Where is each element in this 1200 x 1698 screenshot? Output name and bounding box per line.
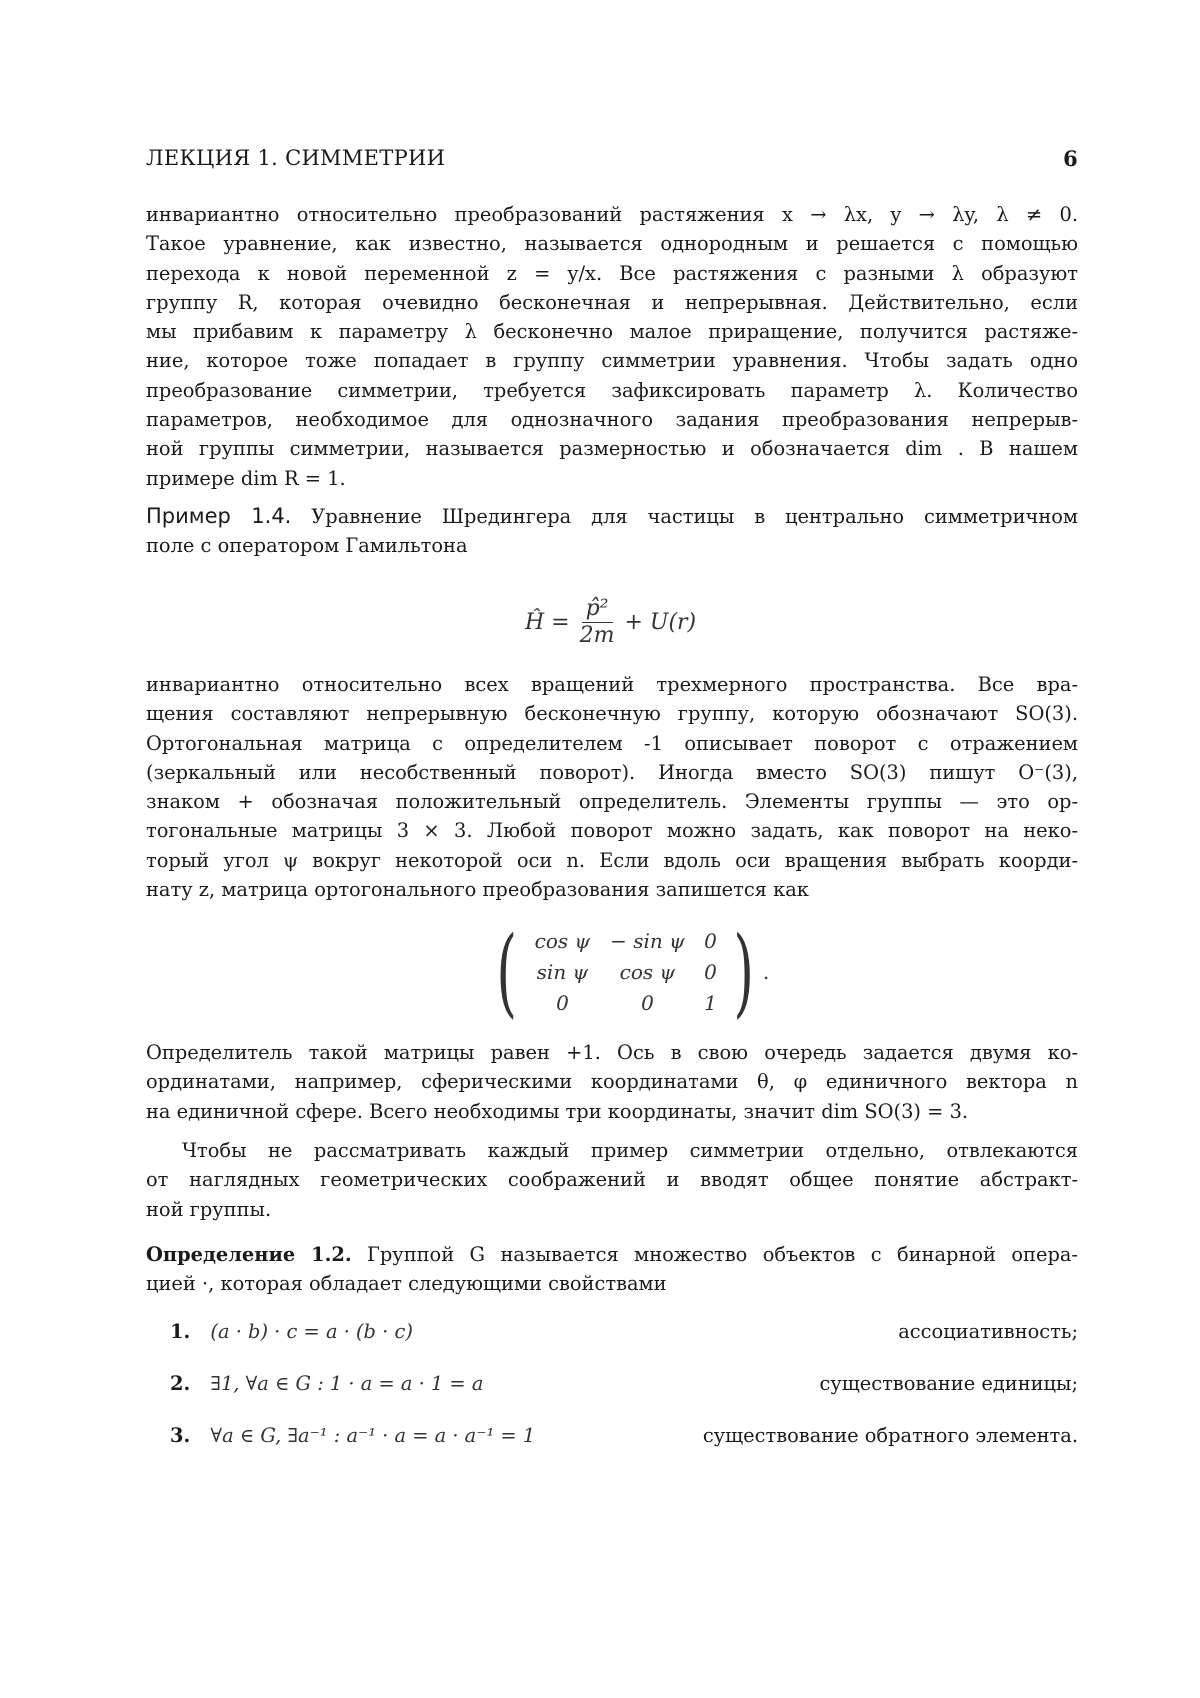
chapter-title: ЛЕКЦИЯ 1. СИММЕТРИИ: [146, 146, 446, 170]
property-number: 3.: [170, 1424, 191, 1447]
text-line: от наглядных геометрических соображений и вводят общее понятие абстракт-: [146, 1168, 1078, 1192]
text-line: знаком + обозначая положительный определитель. Элементы группы — это ор-: [146, 790, 1078, 814]
right-paren: ): [733, 916, 755, 1028]
hamiltonian-lhs: Ĥ =: [525, 610, 570, 635]
matrix-cell: sin ψ: [536, 959, 589, 984]
property-name: существование обратного элемента.: [702, 1424, 1078, 1447]
left-paren: (: [496, 916, 518, 1028]
text-line: Ортогональная матрица с определителем -1 описывает поворот с отражением: [146, 731, 1078, 755]
definition-label: Определение 1.2.: [146, 1243, 352, 1266]
matrix-period: .: [762, 960, 770, 984]
kinetic-fraction: [576, 596, 619, 649]
definition-1-2: [146, 1240, 1078, 1299]
running-head: [146, 146, 1078, 170]
example-label: Пример 1.4.: [146, 504, 292, 528]
example-text-2: поле с оператором Гамильтона: [146, 534, 468, 558]
matrix-cell: 0: [704, 928, 717, 953]
paragraph-abstraction: [146, 1136, 1078, 1224]
text-line: перехода к новой переменной z = y/x. Все растяжения с разными λ образуют: [146, 261, 1078, 285]
matrix-grid: [525, 927, 725, 1018]
property-name: существование единицы;: [819, 1372, 1078, 1395]
text-line: Чтобы не рассматривать каждый пример симметрии отдельно, отвлекаются: [182, 1139, 1078, 1162]
matrix-cell: cos ψ: [619, 959, 676, 984]
example-1-4: [146, 502, 1078, 561]
definition-text: Группой G называется множество объектов с бинарной опера-: [367, 1243, 1078, 1266]
hamiltonian-equation: [525, 596, 696, 649]
text-line: ние, которое тоже попадает в группу симметрии уравнения. Чтобы задать одно: [146, 349, 1078, 373]
matrix-cell: 0: [556, 990, 569, 1015]
text-line: инвариантно относительно всех вращений трехмерного пространства. Все вра-: [146, 673, 1078, 696]
paragraph-rotations: [146, 670, 1078, 904]
matrix-cell: 1: [704, 990, 717, 1015]
property-formula: ∃1, ∀a ∈ G : 1 · a = a · 1 = a: [210, 1372, 484, 1395]
page-number: 6: [1063, 146, 1078, 171]
text-line: примере dim R = 1.: [146, 466, 346, 490]
property-number: 1.: [170, 1320, 191, 1343]
property-formula: ∀a ∈ G, ∃a⁻¹ : a⁻¹ · a = a · a⁻¹ = 1: [210, 1424, 536, 1447]
paragraph-determinant: [146, 1038, 1078, 1126]
matrix-cell: 0: [641, 990, 654, 1015]
paragraph-dilations: [146, 200, 1078, 493]
text-line: преобразование симметрии, требуется зафиксировать параметр λ. Количество: [146, 378, 1078, 402]
text-line: на единичной сфере. Всего необходимы три координаты, значит dim SO(3) = 3.: [146, 1099, 969, 1123]
text-line: параметров, необходимое для однозначного задания преобразования непрерыв-: [146, 408, 1078, 432]
property-item: [170, 1320, 1078, 1350]
fraction-denominator: 2m: [579, 623, 615, 648]
text-line: ординатами, например, сферическими координатами θ, φ единичного вектора n: [146, 1070, 1078, 1094]
text-line: щения составляют непрерывную бесконечную группу, которую обозначают SO(3).: [146, 702, 1078, 726]
text-line: ной группы симметрии, называется размерностью и обозначается dim . В нашем: [146, 437, 1078, 461]
text-line: тогональные матрицы 3 × 3. Любой поворот можно задать, как поворот на неко-: [146, 819, 1078, 843]
property-formula: (a · b) · c = a · (b · c): [210, 1320, 413, 1343]
property-name: ассоциативность;: [898, 1320, 1078, 1343]
property-number: 2.: [170, 1372, 191, 1395]
definition-text-2: цией ·, которая обладает следующими свойствами: [146, 1272, 667, 1296]
text-line: (зеркальный или несобственный поворот). Иногда вместо SO(3) пишут O⁻(3),: [146, 760, 1078, 784]
text-line: мы прибавим к параметру λ бесконечно малое приращение, получится растяже-: [146, 320, 1078, 344]
hamiltonian-rhs: + U(r): [624, 610, 697, 635]
matrix-cell: − sin ψ: [610, 928, 685, 953]
text-line: Определитель такой матрицы равен +1. Ось в свою очередь задается двумя ко-: [146, 1041, 1078, 1064]
example-text: Уравнение Шредингера для частицы в центрально симметричном: [311, 505, 1079, 528]
fraction-numerator: p̂²: [582, 596, 613, 623]
text-line: инвариантно относительно преобразований растяжения x → λx, y → λy, λ ≠ 0.: [146, 203, 1078, 226]
matrix-cell: cos ψ: [534, 928, 591, 953]
text-line: нату z, матрица ортогонального преобразования запишется как: [146, 878, 809, 902]
property-item: [170, 1372, 1078, 1402]
rotation-matrix: [488, 916, 770, 1028]
text-line: торый угол ψ вокруг некоторой оси n. Если вдоль оси вращения выбрать коорди-: [146, 848, 1078, 872]
property-item: [170, 1424, 1078, 1454]
text-line: ной группы.: [146, 1197, 272, 1221]
matrix-cell: 0: [704, 959, 717, 984]
text-line: группу R, которая очевидно бесконечная и непрерывная. Действительно, если: [146, 290, 1078, 314]
text-line: Такое уравнение, как известно, называется однородным и решается с помощью: [146, 232, 1078, 256]
